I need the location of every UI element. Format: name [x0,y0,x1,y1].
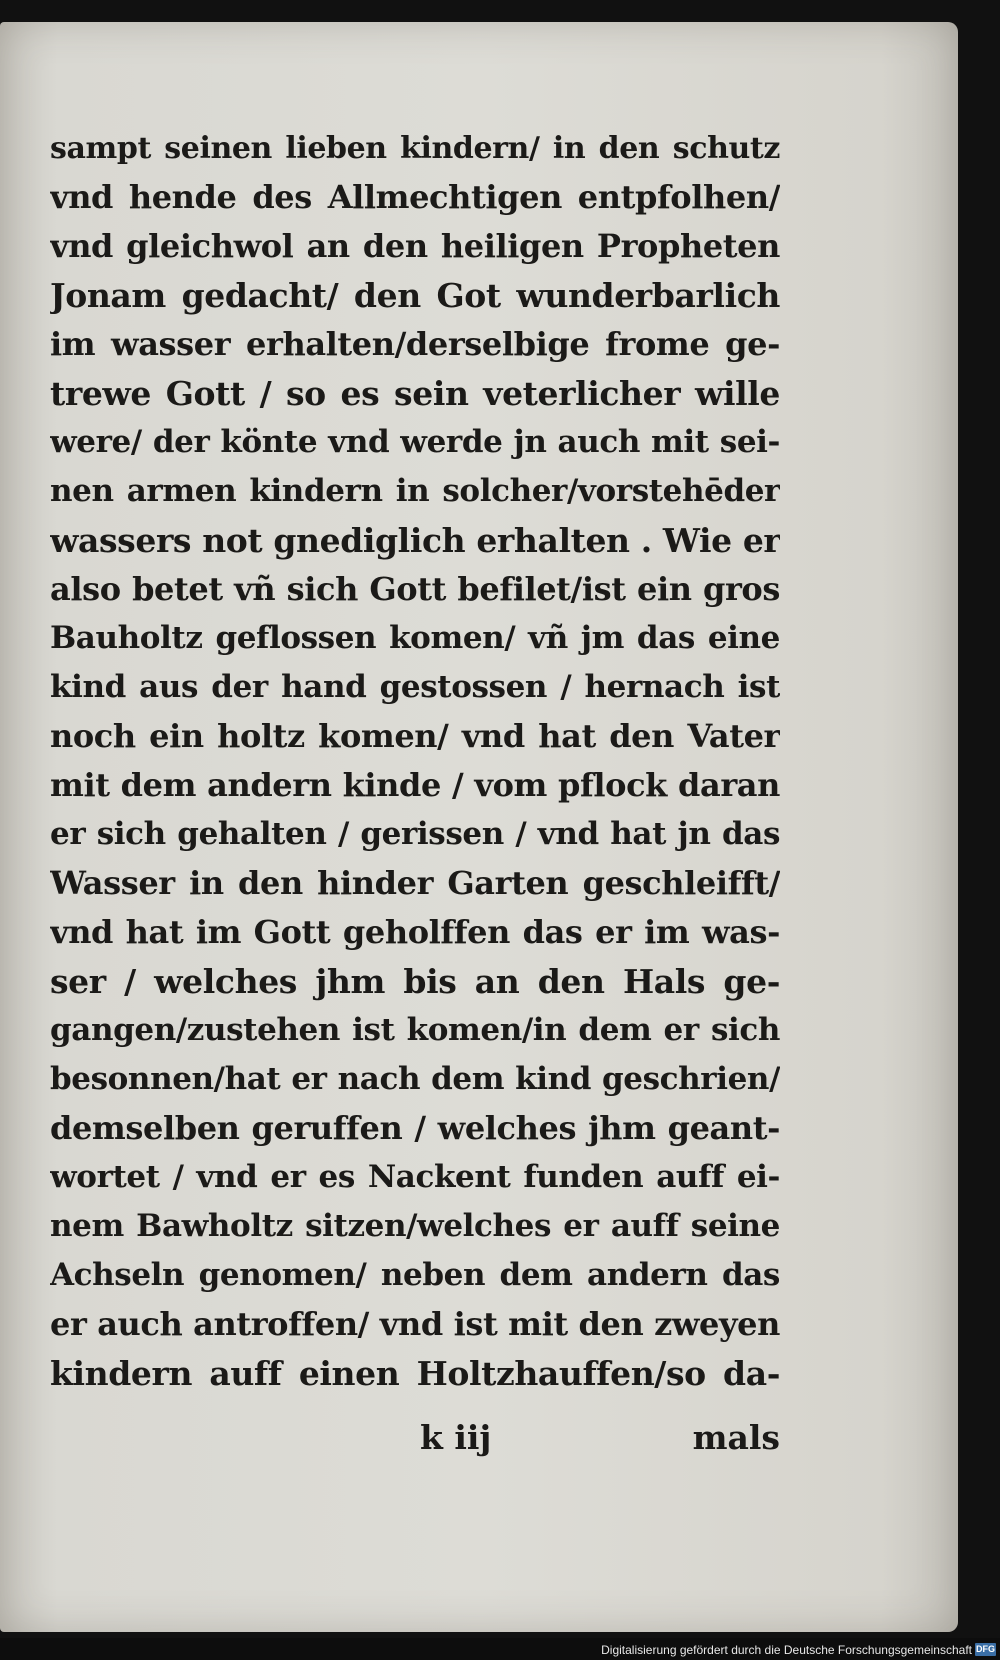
text-line: wassers not gnediglich erhalten . Wie er [50,521,780,560]
text-line: were/ der könte vnd werde jn auch mit sei- [50,424,780,460]
text-line: im wasser erhalten/derselbige frome ge- [50,325,780,363]
text-line: vnd hat im Gott geholffen das er im was- [50,913,780,951]
text-line: Bauholtz geflossen komen/ vñ jm das eine [50,620,780,656]
text-line: gangen/zustehen ist komen/in dem er sich [50,1012,780,1048]
page-foot-row [50,1418,780,1468]
text-line: Achseln genomen/ neben dem andern das [50,1257,780,1293]
signature-mark: k iij [420,1418,492,1457]
catchword: mals [692,1418,780,1457]
text-line: er sich gehalten / gerissen / vnd hat jn das [50,816,780,852]
text-line: trewe Gott / so es sein veterlicher wille [50,374,780,413]
text-line: mit dem andern kinde / vom pflock daran [50,766,780,804]
text-line: also betet vñ sich Gott befilet/ist ein gros [50,570,780,608]
text-line: vnd hende des Allmechtigen entpfolhen/ [50,178,780,216]
text-line: Jonam gedacht/ den Got wunderbarlich [50,276,780,315]
text-line: Wasser in den hinder Garten geschleifft/ [50,864,780,902]
text-line: nen armen kindern in solcher/vorstehēder [50,473,780,509]
dfg-logo-icon: DFG [976,1644,995,1654]
funding-credit: Digitalisierung gefördert durch die Deutsche Forschungsgemeinschaft [601,1643,972,1657]
text-line: wortet / vnd er es Nackent funden auff ei- [50,1159,780,1195]
text-line: besonnen/hat er nach dem kind geschrien/ [50,1061,780,1097]
text-line: kindern auff einen Holtzhauffen/so da- [50,1354,780,1393]
text-line: nem Bawholtz sitzen/welches er auff seine [50,1208,780,1244]
text-line: er auch antroffen/ vnd ist mit den zweyen [50,1305,780,1343]
text-line: noch ein holtz komen/ vnd hat den Vater [50,717,780,755]
text-line: vnd gleichwol an den heiligen Propheten [50,227,780,265]
digitization-footer [0,1638,1000,1660]
text-line: kind aus der hand gestossen / hernach ist [50,669,780,705]
page-text-block [50,124,780,1398]
text-line: ser / welches jhm bis an den Hals ge- [50,962,780,1001]
text-line: sampt seinen lieben kindern/ in den schutz [50,131,780,166]
book-page [0,22,958,1632]
text-line: demselben geruffen / welches jhm geant- [50,1109,780,1147]
